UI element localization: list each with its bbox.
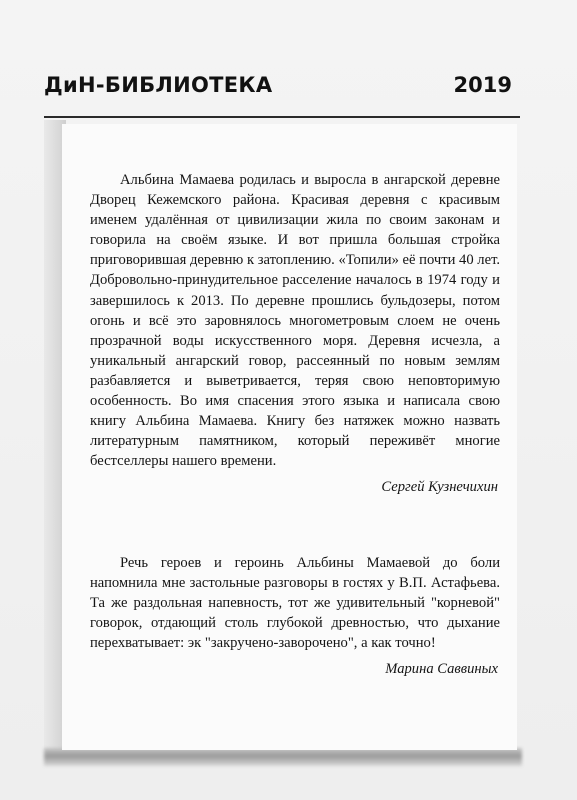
quote-block-1 [90, 170, 500, 498]
quote-block-2 [90, 553, 500, 680]
header [44, 68, 520, 108]
quote-text: Речь героев и героинь Альбины Мамаевой до боли напомнила мне застольные разговоры в гостях у В.П. Астафьева. Та же раздольная напевность, тот же удивительный "корневой" говорок, отдающий столь глубокой древностью, что дыхание перехватывает: эк "закручено-заворочено", а как точно! [90, 555, 500, 652]
year-label: 2019 [453, 73, 512, 97]
quote-author: Сергей Кузнечихин [381, 479, 498, 496]
card-shadow-bottom [44, 748, 522, 766]
series-title: ДиН-БИБЛИОТЕКА [44, 73, 273, 97]
quote-text: Альбина Мамаева родилась и выросла в ангарской деревне Дворец Кежемского района. Красивая деревня с красивым именем удалённая от цивилизации жила по своим законам и говорила на своём языке. И вот пришла большая стройка приговорившая деревню к затоплению. «Топили» её почти 40 лет. Добровольно-принудительное расселение началось в 1974 году и завершилось к 2013. По деревне прошлись бульдозеры, потом огонь и всё это заровнялось многометровым слоем не очень прозрачной воды искусственного моря. Деревня исчезла, а уникальный ангарский говор, рассеянный по новым землям разбавляется и выветривается, теряя свою неповторимую особенность. Во имя спасения этого языка и написала свою книгу Альбина Мамаева. Книгу без натяжек можно назвать литературным памятником, который переживёт многие бестселлеры нашего времени. [90, 172, 500, 470]
header-divider [44, 116, 520, 118]
quote-author: Марина Саввиных [385, 661, 498, 678]
